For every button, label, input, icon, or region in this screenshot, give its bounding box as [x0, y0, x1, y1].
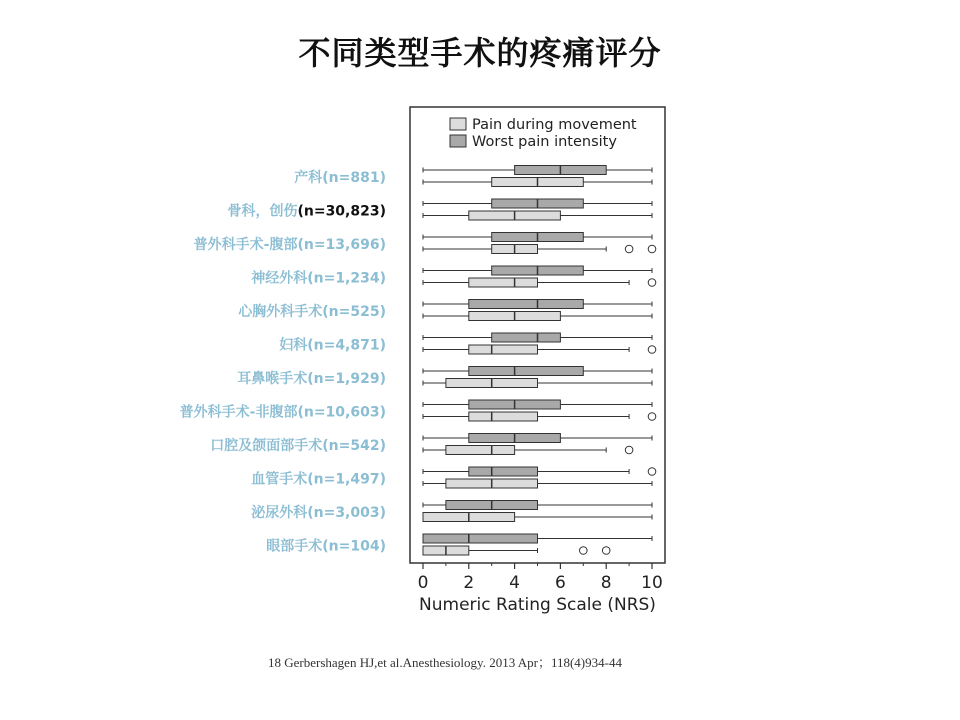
group-label-0: [294, 169, 386, 186]
box-worst-7: [423, 400, 652, 409]
group-label-2: [194, 236, 386, 253]
page-title: 不同类型手术的疼痛评分: [298, 34, 662, 72]
box-worst-1: [423, 199, 652, 208]
outlier-point: [648, 468, 656, 476]
x-tick-label: 10: [641, 573, 663, 593]
chart-legend: [450, 117, 637, 150]
boxes: [423, 166, 656, 556]
x-tick-label: 2: [463, 573, 475, 593]
group-label-11: [266, 538, 386, 555]
group-label-part: 骨科，创伤: [227, 203, 298, 220]
box-worst-5: [423, 333, 652, 342]
iqr-box: [492, 333, 561, 342]
box-worst-10: [423, 501, 652, 510]
outlier-point: [648, 279, 656, 287]
box-worst-4: [423, 300, 652, 309]
iqr-box: [423, 534, 538, 543]
box-movement-11: [423, 546, 610, 555]
box-movement-7: [423, 412, 656, 421]
group-label-part: (n=30,823): [297, 203, 386, 220]
group-label-1: [227, 203, 386, 220]
box-movement-4: [423, 312, 652, 321]
x-tick-label: 8: [600, 573, 612, 593]
box-movement-5: [423, 345, 656, 354]
box-worst-9: [423, 467, 656, 476]
box-movement-3: [423, 278, 656, 287]
group-label-part: 神经外科(n=1,234): [251, 270, 386, 287]
box-worst-0: [423, 166, 652, 175]
outlier-point: [625, 245, 633, 253]
group-label-7: [180, 404, 386, 421]
x-axis: [418, 563, 663, 615]
x-axis-label: Numeric Rating Scale (NRS): [419, 595, 656, 615]
outlier-point: [648, 245, 656, 253]
box-movement-10: [423, 513, 652, 522]
group-label-part: 耳鼻喉手术(n=1,929): [237, 371, 386, 387]
x-tick-label: 0: [417, 573, 429, 593]
box-worst-6: [423, 367, 652, 376]
box-movement-1: [423, 211, 652, 220]
box-worst-11: [423, 534, 652, 543]
box-worst-2: [423, 233, 652, 242]
iqr-box: [469, 300, 584, 309]
box-movement-8: [423, 446, 633, 455]
legend-label-worst: Worst pain intensity: [472, 134, 617, 150]
outlier-point: [625, 446, 633, 454]
outlier-point: [648, 413, 656, 421]
group-label-6: [237, 370, 386, 387]
legend-label-movement: Pain during movement: [472, 117, 637, 133]
group-label-part: 心胸外科手术(n=525): [238, 304, 386, 320]
group-label-part: 泌尿外科(n=3,003): [251, 505, 386, 521]
box-movement-2: [423, 245, 656, 254]
outlier-point: [648, 346, 656, 354]
group-label-3: [251, 270, 386, 287]
box-movement-0: [423, 178, 652, 187]
reference-citation: 18 Gerbershagen HJ,et al.Anesthesiology. 2013 Apr；118(4)934-44: [268, 655, 622, 670]
group-label-5: [279, 337, 386, 354]
box-worst-3: [423, 266, 652, 275]
iqr-box: [446, 446, 515, 455]
group-label-4: [238, 303, 386, 320]
iqr-box: [469, 467, 538, 476]
group-label-part: 眼部手术(n=104): [266, 538, 386, 555]
group-label-part: 口腔及颌面部手术(n=542): [210, 438, 386, 454]
group-label-9: [251, 471, 386, 488]
group-label-part: 普外科手术-非腹部(n=10,603): [179, 404, 386, 421]
box-movement-6: [423, 379, 652, 388]
x-tick-label: 4: [509, 573, 521, 593]
box-worst-8: [423, 434, 652, 443]
legend-swatch-movement: [450, 118, 466, 130]
iqr-box: [469, 278, 538, 287]
box-movement-9: [423, 479, 652, 488]
iqr-box: [469, 412, 538, 421]
legend-swatch-worst: [450, 135, 466, 147]
group-label-8: [210, 437, 386, 454]
group-label-part: 产科(n=881): [294, 170, 386, 186]
group-label-part: 妇科(n=4,871): [279, 337, 386, 354]
group-label-part: 普外科手术-腹部(n=13,696): [193, 237, 386, 253]
iqr-box: [469, 367, 584, 376]
outlier-point: [580, 547, 588, 555]
iqr-box: [469, 345, 538, 354]
outlier-point: [602, 547, 610, 555]
x-tick-label: 6: [554, 573, 566, 593]
group-label-10: [251, 504, 386, 521]
group-labels: [180, 169, 386, 555]
group-label-part: 血管手术(n=1,497): [251, 471, 386, 488]
